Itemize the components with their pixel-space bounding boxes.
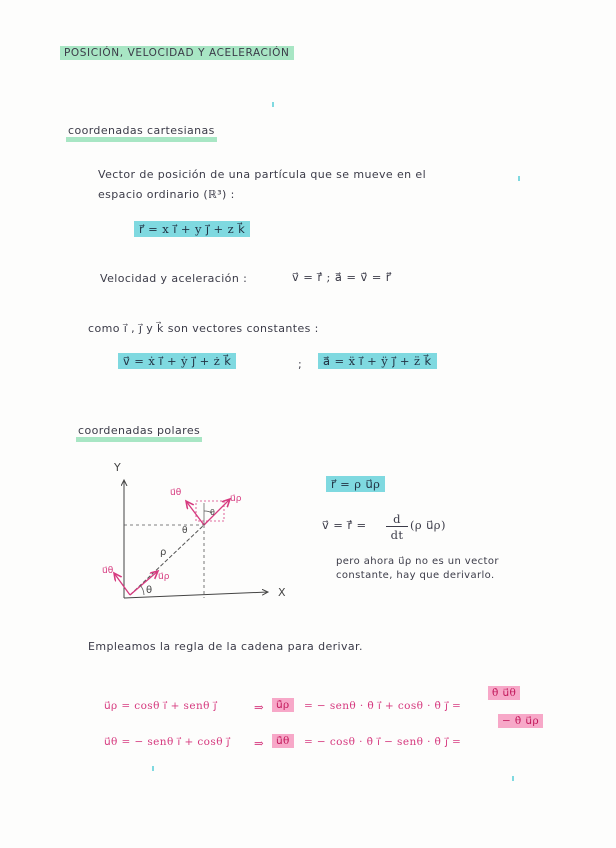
u-theta-origin-label: u⃗θ xyxy=(102,566,114,576)
cartesian-heading: coordenadas cartesianas xyxy=(66,124,217,142)
highlighter-speck xyxy=(518,176,520,181)
polar-velocity-rhs: (ρ u⃗ρ) xyxy=(410,518,446,532)
u-theta-top-arrow xyxy=(186,501,204,525)
u-rho-derivative-result: θ̇ u⃗θ xyxy=(488,686,520,700)
constant-vectors-text: como i⃗ , j⃗ y k⃗ son vectores constantes : xyxy=(88,322,319,335)
u-rho-origin-arrow xyxy=(130,571,158,595)
u-theta-derivative-expansion: = − cosθ · θ̇ i⃗ − senθ · θ̇ j⃗ = xyxy=(304,736,462,748)
cartesian-position-formula: r⃗ = x i⃗ + y j⃗ + z k⃗ xyxy=(134,221,250,237)
u-rho-origin-label: u⃗ρ xyxy=(158,572,170,582)
highlighter-speck xyxy=(152,766,154,771)
polar-velocity-fraction-numerator: d xyxy=(386,512,408,527)
polar-note-line1: pero ahora u⃗ρ no es un vector xyxy=(336,556,499,567)
polar-heading: coordenadas polares xyxy=(76,424,202,442)
theta-origin-label: θ xyxy=(146,585,153,596)
highlighter-speck xyxy=(512,776,514,781)
u-rho-derivative-expansion: = − senθ · θ̇ i⃗ + cosθ · θ̇ j⃗ = xyxy=(304,700,462,712)
formula-separator: ; xyxy=(298,358,303,371)
u-theta-derivative-result: − θ̇ u⃗ρ xyxy=(498,714,543,728)
x-axis-label: X xyxy=(278,586,286,599)
rho-vector xyxy=(130,525,204,595)
u-theta-top-label: u⃗θ xyxy=(170,488,182,498)
cartesian-acceleration-formula: a⃗ = ẍ i⃗ + ÿ j⃗ + z̈ k⃗ xyxy=(318,353,437,369)
velocity-acceleration-formula: v⃗ = ṙ⃗ ; a⃗ = v̇⃗ = r̈⃗ xyxy=(292,270,391,284)
u-rho-definition: u⃗ρ = cosθ i⃗ + senθ j⃗ xyxy=(104,700,217,712)
implies-arrow-1: ⇒ xyxy=(254,700,265,714)
rho-label: ρ xyxy=(160,547,167,558)
polar-velocity-lhs: v⃗ = ṙ⃗ = xyxy=(322,518,367,532)
cartesian-intro-line2: espacio ordinario (ℝ³) : xyxy=(98,188,235,201)
theta-box-label: θ xyxy=(210,508,215,517)
u-rho-top-label: u⃗ρ xyxy=(230,494,242,504)
polar-diagram xyxy=(100,455,300,610)
polar-velocity-fraction-denominator: dt xyxy=(390,528,404,542)
u-theta-derivative: u̇⃗θ xyxy=(272,734,294,748)
page-title: POSICIÓN, VELOCIDAD Y ACELERACIÓN xyxy=(60,46,294,60)
cartesian-intro-line1: Vector de posición de una partícula que se mueve en el xyxy=(98,168,427,181)
theta-top-label: θ xyxy=(182,526,188,536)
u-theta-definition: u⃗θ = − senθ i⃗ + cosθ j⃗ xyxy=(104,736,230,748)
polar-position-formula: r⃗ = ρ u⃗ρ xyxy=(326,476,385,492)
velocity-acceleration-label: Velocidad y aceleración : xyxy=(100,272,248,285)
u-rho-derivative: u̇⃗ρ xyxy=(272,698,294,712)
highlighter-speck xyxy=(272,102,274,107)
cartesian-velocity-formula: v⃗ = ẋ i⃗ + ẏ j⃗ + ż k⃗ xyxy=(118,353,236,369)
implies-arrow-2: ⇒ xyxy=(254,736,265,750)
polar-note-line2: constante, hay que derivarlo. xyxy=(336,570,495,581)
chain-rule-intro: Empleamos la regla de la cadena para derivar. xyxy=(88,640,363,653)
u-theta-origin-arrow xyxy=(114,573,130,595)
y-axis-label: Y xyxy=(114,461,121,474)
